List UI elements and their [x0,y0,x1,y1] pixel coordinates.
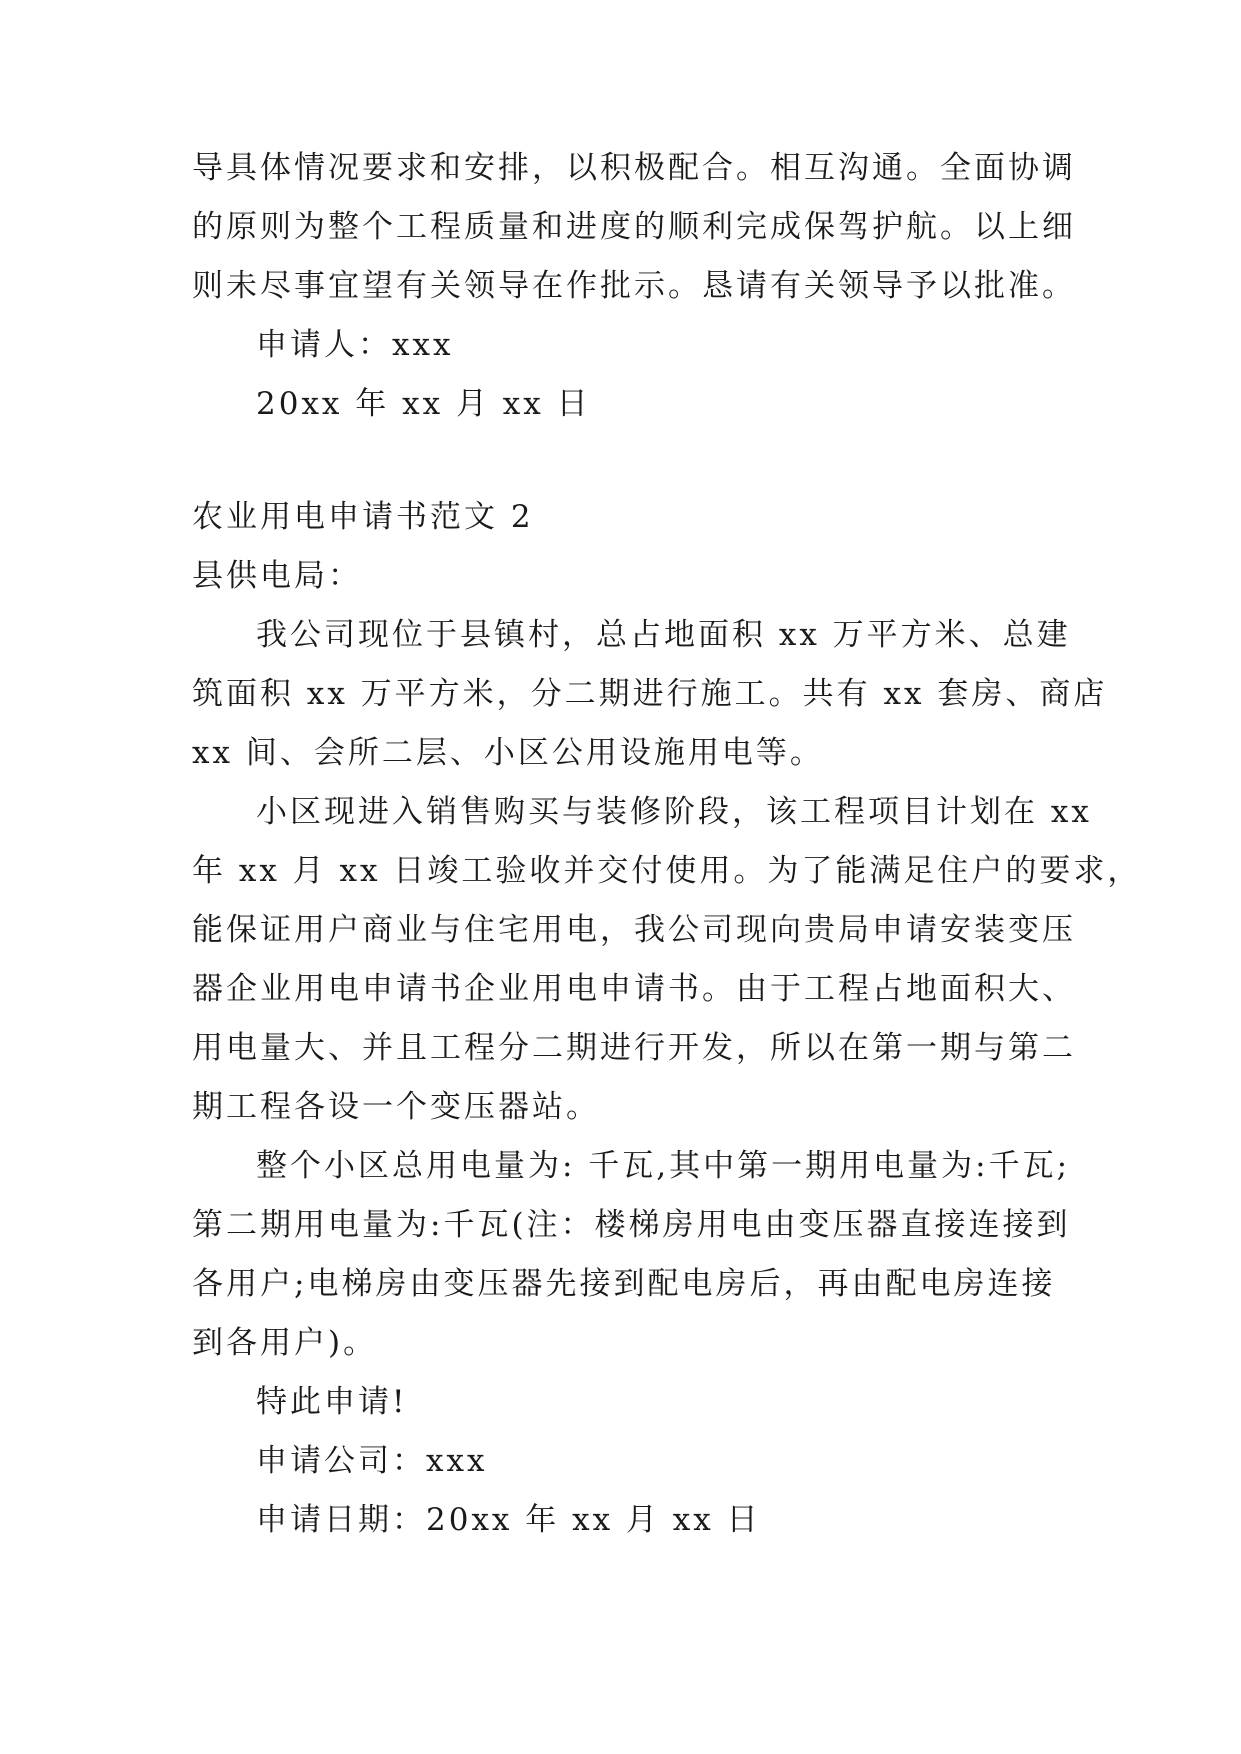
text-line: 到各用户)。 [192,1325,378,1361]
text-line: 小区现进入销售购买与装修阶段，该工程项目计划在 xx [256,794,1092,830]
text-line: 期工程各设一个变压器站。 [192,1089,600,1125]
text-line: 的原则为整个工程质量和进度的顺利完成保驾护航。以上细 [192,209,1076,245]
applicant-line: 申请人：xxx [256,327,454,363]
text-line: 筑面积 xx 万平方米，分二期进行施工。共有 xx 套房、商店 [192,676,1108,712]
apply-date-line: 申请日期：20xx 年 xx 月 xx 日 [256,1502,761,1538]
salutation: 县供电局： [192,558,362,594]
text-line: 各用户;电梯房由变压器先接到配电房后，再由配电房连接 [192,1266,1056,1302]
text-line: xx 间、会所二层、小区公用设施用电等。 [192,735,824,771]
date-line: 20xx 年 xx 月 xx 日 [256,386,591,422]
section-title: 农业用电申请书范文 2 [192,499,534,535]
text-line: 导具体情况要求和安排，以积极配合。相互沟通。全面协调 [192,150,1076,186]
text-line: 年 xx 月 xx 日竣工验收并交付使用。为了能满足住户的要求， [192,853,1142,889]
text-line: 我公司现位于县镇村，总占地面积 xx 万平方米、总建 [256,617,1071,653]
text-line: 第二期用电量为:千瓦(注：楼梯房用电由变压器直接连接到 [192,1207,1071,1243]
company-line: 申请公司：xxx [256,1443,488,1479]
text-line: 整个小区总用电量为: 千瓦,其中第一期用电量为:千瓦; [256,1148,1071,1184]
text-line: 则未尽事宜望有关领导在作批示。恳请有关领导予以批准。 [192,268,1076,304]
closing-line: 特此申请! [256,1384,408,1420]
text-line: 能保证用户商业与住宅用电，我公司现向贵局申请安装变压 [192,912,1076,948]
text-line: 用电量大、并且工程分二期进行开发，所以在第一期与第二 [192,1030,1076,1066]
text-line: 器企业用电申请书企业用电申请书。由于工程占地面积大、 [192,971,1076,1007]
